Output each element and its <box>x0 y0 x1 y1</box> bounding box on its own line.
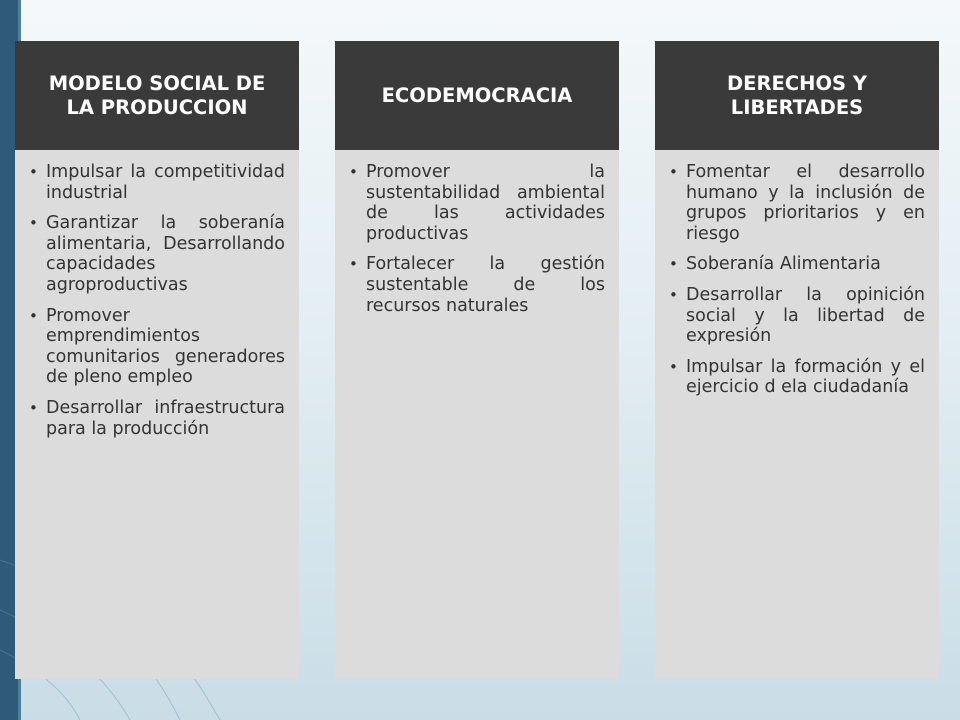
list-item <box>29 213 285 295</box>
column-header <box>15 41 299 150</box>
list-item <box>349 254 605 316</box>
bullet-icon: • <box>29 398 38 417</box>
column-header <box>655 41 939 150</box>
list-item <box>29 306 285 388</box>
list-item <box>669 162 925 244</box>
list-item-text: Garantizar la soberanía alimentaria, Desarrollando capacidades agroproductivas <box>46 213 285 295</box>
bullet-icon: • <box>29 306 38 325</box>
list-item-text: Promover emprendimientos comunitarios generadores de pleno empleo <box>46 305 285 388</box>
column-title: ECODEMOCRACIA <box>381 83 573 107</box>
list-item <box>29 398 285 439</box>
column-title: DERECHOS Y LIBERTADES <box>726 71 867 119</box>
column-derechos-libertades <box>655 41 939 679</box>
column-modelo-social <box>15 41 299 679</box>
list-item <box>29 162 285 203</box>
item-list <box>655 150 939 398</box>
list-item-text: Desarrollar infraestructura para la producción <box>46 397 285 439</box>
list-item-text: Soberanía Alimentaria <box>686 254 881 275</box>
list-item-text: Impulsar la formación y el ejercicio d ela ciudadanía <box>686 356 925 398</box>
list-item <box>669 357 925 398</box>
column-header <box>335 41 619 150</box>
bullet-icon: • <box>29 214 38 233</box>
bullet-icon: • <box>349 163 358 181</box>
list-item-text: Impulsar la competitividad industrial <box>46 162 285 203</box>
item-list <box>15 150 299 439</box>
bullet-icon: • <box>669 163 678 181</box>
list-item-text: Fomentar el desarrollo humano y la inclusión de grupos prioritarios y en riesgo <box>686 162 925 244</box>
list-item <box>669 254 925 275</box>
bullet-icon: • <box>349 255 358 274</box>
item-list <box>335 150 619 316</box>
list-item-text: Promover la sustentabilidad ambiental de las actividades productivas <box>366 162 605 244</box>
list-item-text: Desarrollar la opinición social y la libertad de expresión <box>686 284 925 347</box>
list-item <box>669 285 925 347</box>
bullet-icon: • <box>669 255 678 274</box>
list-item <box>349 162 605 244</box>
column-ecodemocracia <box>335 41 619 679</box>
list-item-text: Fortalecer la gestión sustentable de los recursos naturales <box>366 254 605 316</box>
bullet-icon: • <box>29 163 38 181</box>
bullet-icon: • <box>669 285 678 304</box>
column-title: MODELO SOCIAL DE LA PRODUCCION <box>48 71 266 119</box>
bullet-icon: • <box>669 357 678 376</box>
